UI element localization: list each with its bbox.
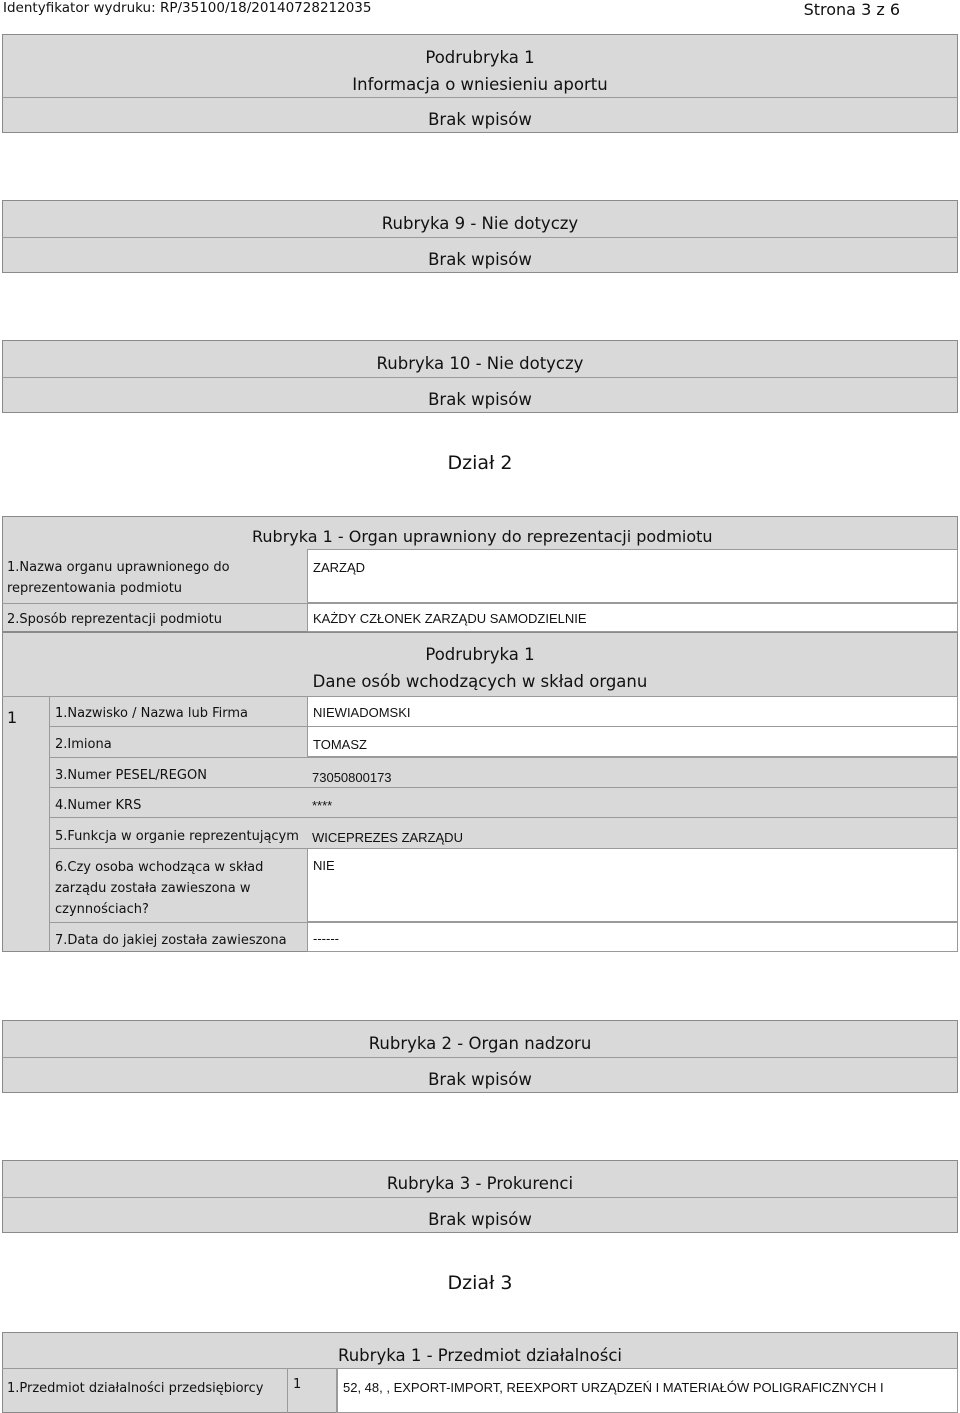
value-cell [307, 848, 958, 922]
surname-label: 1.Nazwisko / Nazwa lub Firma [55, 706, 248, 721]
divider [2, 1197, 958, 1198]
organ-name-value: ZARZĄD [313, 560, 365, 575]
divider [50, 817, 958, 818]
person-table [50, 696, 958, 952]
page-number: Strona 3 z 6 [803, 0, 900, 19]
print-identifier: Identyfikator wydruku: RP/35100/18/20140728212035 [3, 0, 372, 16]
function-label: 5.Funkcja w organie reprezentującym [55, 829, 299, 844]
divider [2, 237, 958, 238]
section-title: Rubryka 2 - Organ nadzoru [368, 1034, 592, 1053]
division-title: Dział 3 [447, 1272, 513, 1294]
section-subtitle: Informacja o wniesieniu aportu [352, 75, 608, 94]
value-cell [307, 726, 958, 757]
empty-entry: Brak wpisów [428, 1210, 532, 1229]
section-title: Podrubryka 1 [425, 48, 535, 67]
section-title: Rubryka 1 - Przedmiot działalności [338, 1346, 622, 1365]
activity-value: 52, 48, , EXPORT-IMPORT, REEXPORT URZĄDZEŃ I MATERIAŁÓW POLIGRAFICZNYCH I [343, 1380, 884, 1395]
value-cell [307, 603, 958, 632]
empty-entry: Brak wpisów [428, 250, 532, 269]
pesel-label: 3.Numer PESEL/REGON [55, 768, 207, 783]
divider [2, 1057, 958, 1058]
section-title: Podrubryka 1 [425, 645, 535, 664]
surname-value: NIEWIADOMSKI [313, 705, 411, 720]
activity-index: 1 [293, 1377, 302, 1392]
first-names-value: TOMASZ [313, 737, 367, 752]
function-value: WICEPREZES ZARZĄDU [312, 830, 463, 845]
section-subtitle: Dane osób wchodzących w skład organu [312, 672, 648, 691]
value-cell [307, 696, 958, 727]
suspended-until-value: ------ [313, 931, 339, 946]
person-index-cell [2, 696, 50, 952]
empty-entry: Brak wpisów [428, 390, 532, 409]
person-index: 1 [7, 708, 18, 727]
krs-value: **** [312, 798, 333, 813]
suspended-label: 6.Czy osoba wchodząca w skład zarządu została zawieszona w czynnościach? [55, 860, 264, 917]
activity-index-cell [287, 1368, 337, 1413]
section-title: Rubryka 10 - Nie dotyczy [376, 354, 584, 373]
representation-label: 2.Sposób reprezentacji podmiotu [7, 612, 222, 627]
representation-value: KAŻDY CZŁONEK ZARZĄDU SAMODZIELNIE [313, 611, 587, 626]
krs-label: 4.Numer KRS [55, 798, 142, 813]
value-cell [307, 922, 958, 952]
organ-name-label: 1.Nazwa organu uprawnionego do reprezentowania podmiotu [7, 560, 230, 596]
division-title: Dział 2 [447, 452, 513, 474]
suspended-value: NIE [313, 858, 335, 873]
empty-entry: Brak wpisów [428, 1070, 532, 1089]
value-cell [307, 549, 958, 603]
value-cell [337, 1368, 958, 1413]
first-names-label: 2.Imiona [55, 737, 112, 752]
pesel-value: 73050800173 [312, 770, 392, 785]
divider [50, 757, 958, 758]
section-title: Rubryka 3 - Prokurenci [386, 1174, 574, 1193]
divider [50, 726, 307, 727]
activity-label: 1.Przedmiot działalności przedsiębiorcy [7, 1381, 264, 1396]
suspended-until-label: 7.Data do jakiej została zawieszona [55, 933, 287, 948]
divider [2, 97, 958, 98]
section-title: Rubryka 9 - Nie dotyczy [381, 214, 579, 233]
divider [2, 377, 958, 378]
divider [50, 787, 958, 788]
section-title-text: Rubryka 1 - Organ uprawniony do reprezentacji podmiotu [252, 527, 713, 546]
empty-entry: Brak wpisów [428, 110, 532, 129]
